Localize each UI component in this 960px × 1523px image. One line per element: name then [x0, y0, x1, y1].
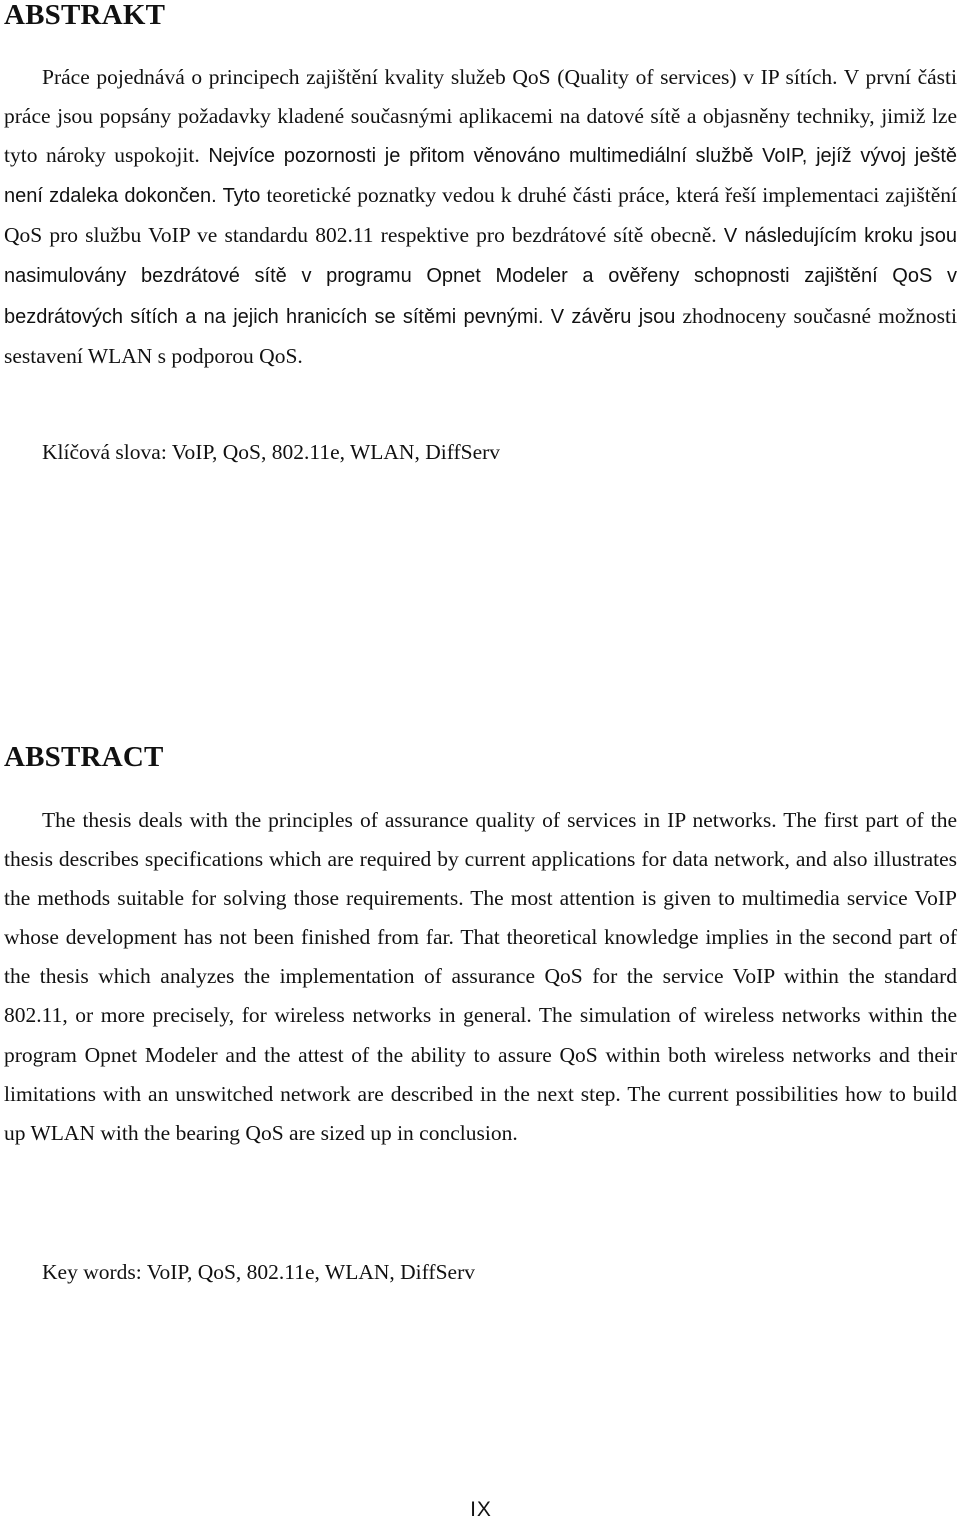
czech-abstract-text-4: V následujícím kroku jsou nasimulovány bezdrátové sítě v programu Opnet Modeler a ověřeny schopnosti zajištění QoS v bezdrátových sítích a na jejich hranicích se sítěmi pevnými. V závěru jsou [4, 225, 957, 328]
czech-abstract-paragraph [4, 58, 957, 376]
czech-keywords: Klíčová slova: VoIP, QoS, 802.11e, WLAN, DiffServ [42, 440, 501, 464]
page-number: IX [470, 1498, 492, 1521]
czech-abstract-text-2: Nejvíce pozornosti je přitom věnováno multimediální službě VoIP, jejíž vývoj ještě není zdaleka dokončen. Tyto [4, 145, 958, 208]
czech-abstract-text-5: zhodnoceny současné možnosti sestavení WLAN s podporou QoS. [4, 303, 957, 368]
english-keywords: Key words: VoIP, QoS, 802.11e, WLAN, DiffServ [42, 1260, 475, 1284]
czech-abstract-text-1: Práce pojednává o principech zajištění kvality služeb QoS (Quality of services) v IP sítích. V první části práce jsou popsány požadavky kladené současnými aplikacemi na datové sítě a objasněny techniky, jimiž lze tyto nároky uspokojit. [4, 65, 957, 168]
english-abstract-heading: ABSTRACT [4, 741, 164, 773]
czech-abstract-heading: ABSTRAKT [4, 0, 166, 31]
english-abstract-paragraph: The thesis deals with the principles of assurance quality of services in IP networks. The first part of the thesis describes specifications which are required by current applications for data network, and also illustrates the methods suitable for solving those requirements. The most attention is given to multimedia service VoIP whose development has not been finished from far. That theoretical knowledge implies in the second part of the thesis which analyzes the implementation of assurance QoS for the service VoIP within the standard 802.11, or more precisely, for wireless networks in general. The simulation of wireless networks within the program Opnet Modeler and the attest of the ability to assure QoS within both wireless networks and their limitations with an unswitched network are described in the next step. The current possibilities how to build up WLAN with the bearing QoS are sized up in conclusion. [4, 808, 957, 1145]
czech-abstract-text-3: teoretické poznatky vedou k druhé části práce, která řeší implementaci zajištění QoS pro službu VoIP ve standardu 802.11 respektive pro bezdrátové sítě obecně. [4, 183, 957, 248]
